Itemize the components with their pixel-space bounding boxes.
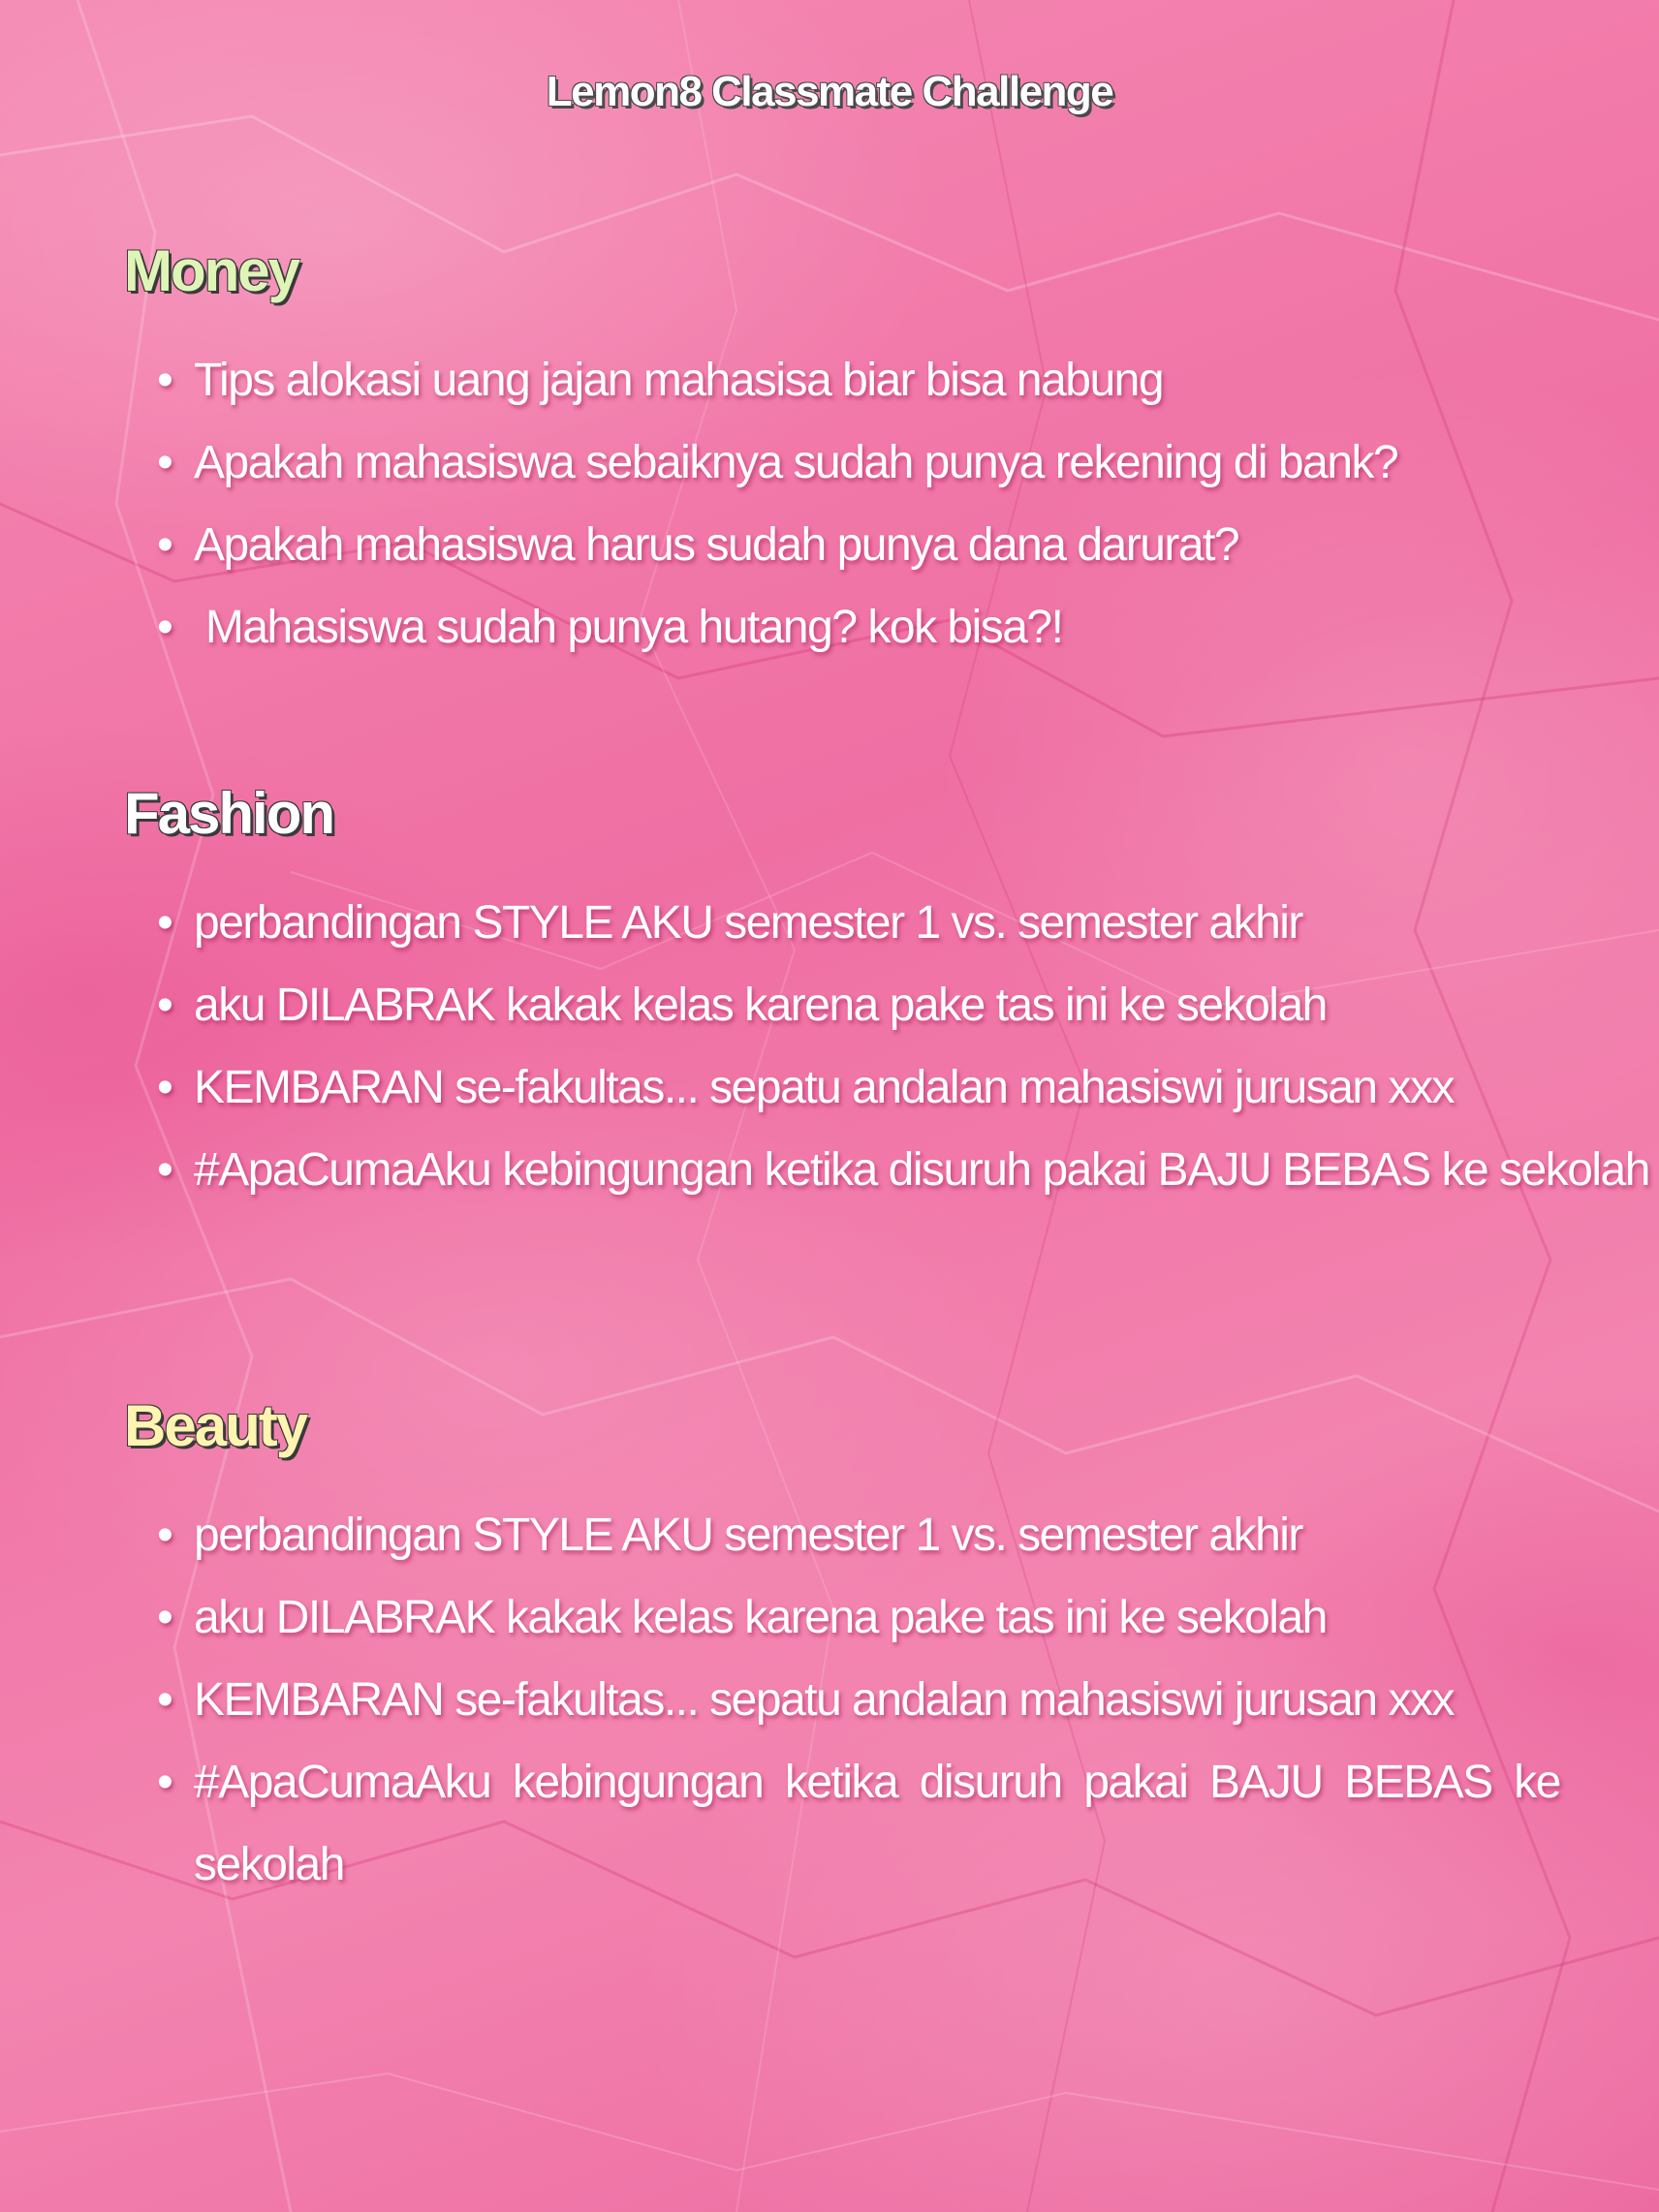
list-item-text: #ApaCumaAku kebingungan ketika disuruh pakai BAJU BEBAS ke sekolah xyxy=(194,1144,1649,1196)
list-item-text: Tips alokasi uang jajan mahasisa biar bisa nabung xyxy=(194,355,1164,406)
section-heading: Beauty xyxy=(124,1393,307,1458)
list-item-text: aku DILABRAK kakak kelas karena pake tas ini ke sekolah xyxy=(194,1592,1327,1643)
section-fashion xyxy=(124,781,1649,1211)
list-item: • perbandingan STYLE AKU semester 1 vs. semester akhir xyxy=(157,1510,1302,1561)
section-money xyxy=(124,238,1636,669)
page-title: Lemon8 Classmate Challenge xyxy=(546,68,1113,115)
list-item: • #ApaCumaAku kebingungan ketika disuruh pakai BAJU BEBAS ke sekolah xyxy=(157,1144,1649,1196)
list-item: • aku DILABRAK kakak kelas karena pake tas ini ke sekolah xyxy=(157,1592,1327,1643)
list-item: • aku DILABRAK kakak kelas karena pake tas ini ke sekolah xyxy=(157,980,1327,1031)
list-item-text: aku DILABRAK kakak kelas karena pake tas ini ke sekolah xyxy=(194,980,1327,1031)
list-item: • KEMBARAN se-fakultas... sepatu andalan mahasiswi jurusan xxx xyxy=(157,1674,1454,1726)
list-item-text: perbandingan STYLE AKU semester 1 vs. semester akhir xyxy=(194,1510,1302,1561)
section-heading: Money xyxy=(124,238,299,303)
section-heading: Fashion xyxy=(124,781,334,846)
list-item-text: Apakah mahasiswa sebaiknya sudah punya rekening di bank? xyxy=(194,437,1398,488)
list-item-text: KEMBARAN se-fakultas... sepatu andalan mahasiswi jurusan xxx xyxy=(194,1062,1454,1113)
bullet-list xyxy=(124,339,1628,669)
list-item: • Apakah mahasiswa sebaiknya sudah punya rekening di bank? xyxy=(157,437,1398,488)
list-item-text: KEMBARAN se-fakultas... sepatu andalan mahasiswi jurusan xxx xyxy=(194,1674,1454,1726)
list-item-text: Mahasiswa sudah punya hutang? kok bisa?! xyxy=(194,602,1063,653)
list-item: • Apakah mahasiswa harus sudah punya dana darurat? xyxy=(157,519,1239,571)
section-beauty xyxy=(124,1393,1636,1906)
bullet-list xyxy=(124,1494,1560,1906)
list-item-text: Apakah mahasiswa harus sudah punya dana darurat? xyxy=(194,519,1239,571)
list-item: • #ApaCumaAku kebingungan ketika disuruh pakai BAJU BEBAS ke sekolah xyxy=(157,1757,1560,1890)
list-item-text: #ApaCumaAku kebingungan ketika disuruh pakai BAJU BEBAS ke sekolah xyxy=(194,1757,1560,1890)
list-item: • KEMBARAN se-fakultas... sepatu andalan mahasiswi jurusan xxx xyxy=(157,1062,1454,1113)
bullet-list xyxy=(124,882,1659,1211)
list-item-text: perbandingan STYLE AKU semester 1 vs. semester akhir xyxy=(194,897,1302,949)
list-item: • Mahasiswa sudah punya hutang? kok bisa?! xyxy=(157,602,1063,653)
list-item: • perbandingan STYLE AKU semester 1 vs. semester akhir xyxy=(157,897,1302,949)
list-item: • Tips alokasi uang jajan mahasisa biar bisa nabung xyxy=(157,355,1164,406)
